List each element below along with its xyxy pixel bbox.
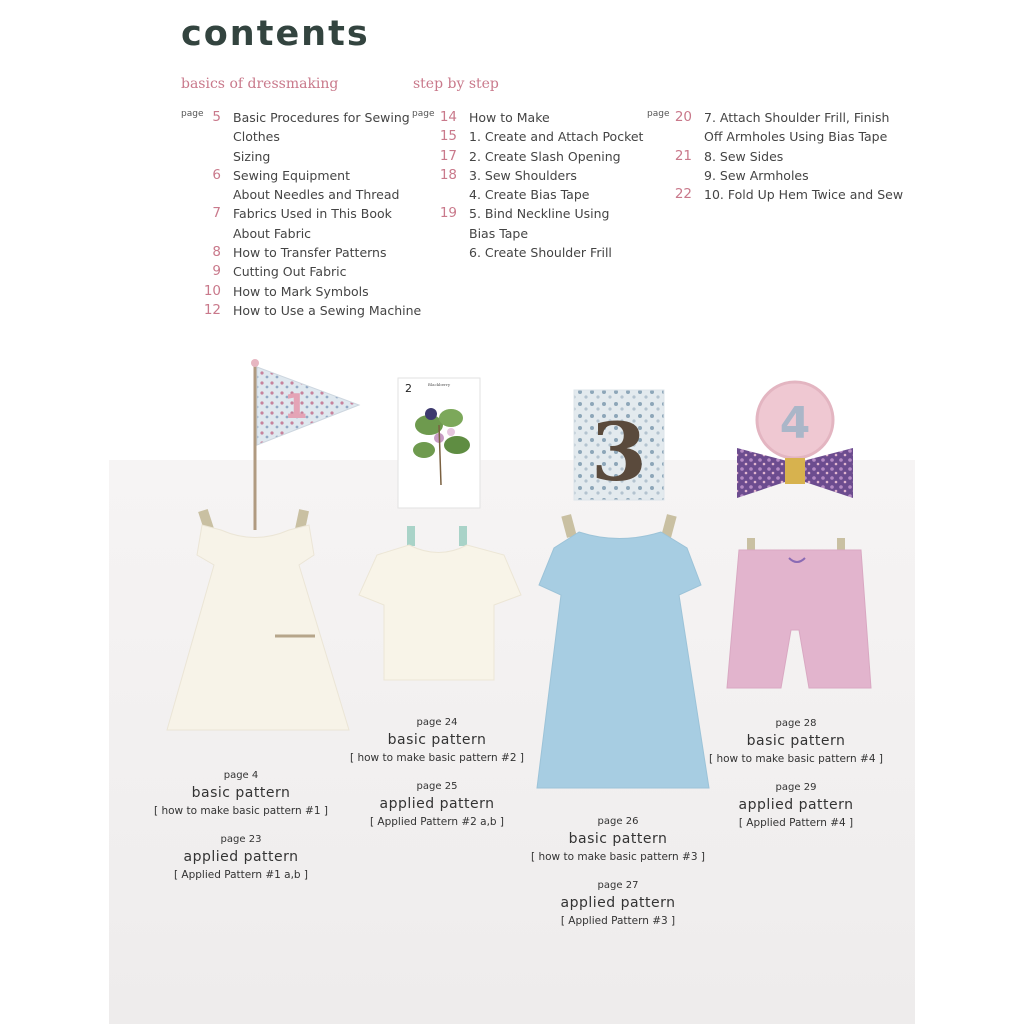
toc-entry	[412, 127, 642, 146]
caption-subtitle: [ Applied Pattern #3 ]	[560, 915, 676, 927]
toc-page-number: 8	[212, 244, 221, 261]
toc-entry-text: Sewing Equipment	[233, 167, 351, 183]
caption-subtitle: [ how to make basic pattern #4 ]	[709, 753, 883, 765]
caption-title: basic pattern	[191, 785, 291, 801]
caption-page: page 24	[416, 717, 458, 728]
toc-entry-text: About Fabric	[233, 225, 312, 241]
caption-subtitle: [ Applied Pattern #1 a,b ]	[173, 869, 309, 881]
caption-page: page 25	[416, 781, 458, 792]
toc-page-number: 15	[439, 128, 457, 145]
section-heading-basics: basics of dressmaking	[181, 76, 339, 92]
toc-entry-text: How to Transfer Patterns	[233, 245, 387, 261]
toc-entry	[412, 243, 642, 262]
toc-entry	[647, 185, 907, 204]
toc-page-number: 21	[674, 147, 692, 164]
toc-entry	[181, 127, 411, 146]
caption-page: page 28	[775, 718, 817, 729]
caption-pattern-4	[691, 717, 901, 831]
caption-page: page 23	[220, 834, 262, 845]
toc-entry	[181, 301, 422, 320]
toc-entry	[412, 204, 642, 223]
caption-title: applied pattern	[379, 796, 495, 812]
toc-page-number: 18	[439, 166, 457, 183]
caption-page: page 4	[223, 770, 259, 781]
toc-page-number: 19	[439, 205, 457, 222]
toc-entry	[181, 262, 411, 281]
caption-subtitle: [ how to make basic pattern #1 ]	[154, 805, 328, 817]
toc-entry	[181, 185, 411, 204]
toc-entry	[412, 147, 642, 166]
caption-title: applied pattern	[560, 895, 676, 911]
toc-page-number: 7	[212, 205, 221, 222]
toc-entry-text: 2. Create Slash Opening	[469, 148, 621, 164]
caption-title: basic pattern	[387, 732, 487, 748]
toc-page-number: 9	[212, 263, 221, 280]
caption-page: page 29	[775, 782, 817, 793]
toc-entry-text: 5. Bind Neckline Using	[469, 206, 610, 222]
page-label: page	[181, 109, 204, 119]
dress-3	[537, 514, 709, 788]
toc-entry	[412, 166, 642, 185]
toc-page-number: 10	[203, 282, 221, 299]
toc-entry	[181, 204, 411, 223]
toc-entry-text: 8. Sew Sides	[704, 148, 784, 164]
toc-entry-text: 9. Sew Armholes	[704, 167, 809, 183]
toc-entry	[647, 166, 907, 185]
toc-entry	[181, 166, 411, 185]
toc-entry-text: 3. Sew Shoulders	[469, 167, 577, 183]
toc-entry	[412, 185, 642, 204]
toc-column-steps-continued	[647, 108, 907, 204]
toc-entry-text: 7. Attach Shoulder Frill, Finish	[704, 110, 890, 125]
toc-entry	[412, 108, 642, 127]
toc-page-number: 6	[212, 166, 221, 183]
toc-entry-text: Clothes	[233, 129, 280, 145]
badge-number-1: 1	[284, 387, 308, 427]
toc-entry-text: Basic Procedures for Sewing	[233, 110, 410, 125]
caption-title: basic pattern	[746, 733, 846, 749]
caption-pattern-1	[136, 769, 346, 883]
page-title: contents	[181, 14, 370, 54]
toc-entry-text: About Needles and Thread	[233, 187, 400, 203]
card-title: Blackberry	[427, 382, 451, 387]
toc-entry-text: How to Mark Symbols	[233, 283, 369, 299]
toc-entry-text: How to Use a Sewing Machine	[233, 302, 422, 318]
toc-entry-text: Fabrics Used in This Book	[233, 206, 392, 222]
caption-pattern-3	[513, 815, 723, 929]
caption-title: basic pattern	[568, 831, 668, 847]
toc-entry	[412, 224, 642, 243]
page-label: page	[412, 109, 435, 119]
fabric-badge-3	[574, 390, 664, 500]
blackberry-card	[398, 378, 480, 508]
toc-entry	[181, 147, 411, 166]
toc-page-number: 5	[212, 109, 221, 125]
toc-entry-text: 4. Create Bias Tape	[469, 187, 590, 203]
toc-column-basics	[181, 108, 422, 320]
toc-page-number: 14	[439, 109, 457, 125]
toc-entry-text: 6. Create Shoulder Frill	[469, 245, 612, 261]
toc-page-number: 20	[674, 109, 692, 125]
garments-photo	[109, 340, 915, 1024]
caption-subtitle: [ Applied Pattern #2 a,b ]	[369, 816, 505, 828]
caption-title: applied pattern	[183, 849, 299, 865]
toc-entry-text: 1. Create and Attach Pocket	[469, 129, 644, 145]
toc-entry-text: How to Make	[469, 110, 550, 125]
toc-entry	[647, 108, 907, 127]
page-label: page	[647, 109, 670, 119]
toc-entry	[181, 243, 411, 262]
toc-entry-text: Bias Tape	[469, 225, 529, 241]
bow-badge-4	[737, 382, 853, 498]
caption-subtitle: [ how to make basic pattern #3 ]	[531, 851, 705, 863]
caption-subtitle: [ how to make basic pattern #2 ]	[350, 752, 524, 764]
toc-entry	[647, 147, 907, 166]
section-heading-steps: step by step	[413, 76, 499, 92]
toc-entry	[647, 127, 907, 146]
toc-entry-text: Sizing	[233, 148, 271, 164]
toc-entry-text: Cutting Out Fabric	[233, 264, 347, 280]
toc-entry	[181, 224, 411, 243]
caption-title: applied pattern	[738, 797, 854, 813]
toc-entry	[181, 108, 411, 127]
toc-page-number: 12	[203, 301, 221, 318]
badge-number-4: 4	[779, 398, 811, 449]
toc-entry	[181, 282, 411, 301]
toc-page-number: 22	[674, 186, 692, 203]
caption-page: page 27	[597, 880, 639, 891]
toc-column-steps	[412, 108, 642, 262]
caption-page: page 26	[597, 816, 639, 827]
caption-pattern-2	[332, 716, 542, 830]
badge-number-3: 3	[591, 405, 647, 499]
caption-subtitle: [ Applied Pattern #4 ]	[738, 817, 854, 829]
toc-page-number: 17	[439, 147, 457, 164]
card-number: 2	[405, 382, 412, 395]
toc-entry-text: 10. Fold Up Hem Twice and Sew	[704, 187, 904, 203]
toc-entry-text: Off Armholes Using Bias Tape	[704, 129, 888, 145]
